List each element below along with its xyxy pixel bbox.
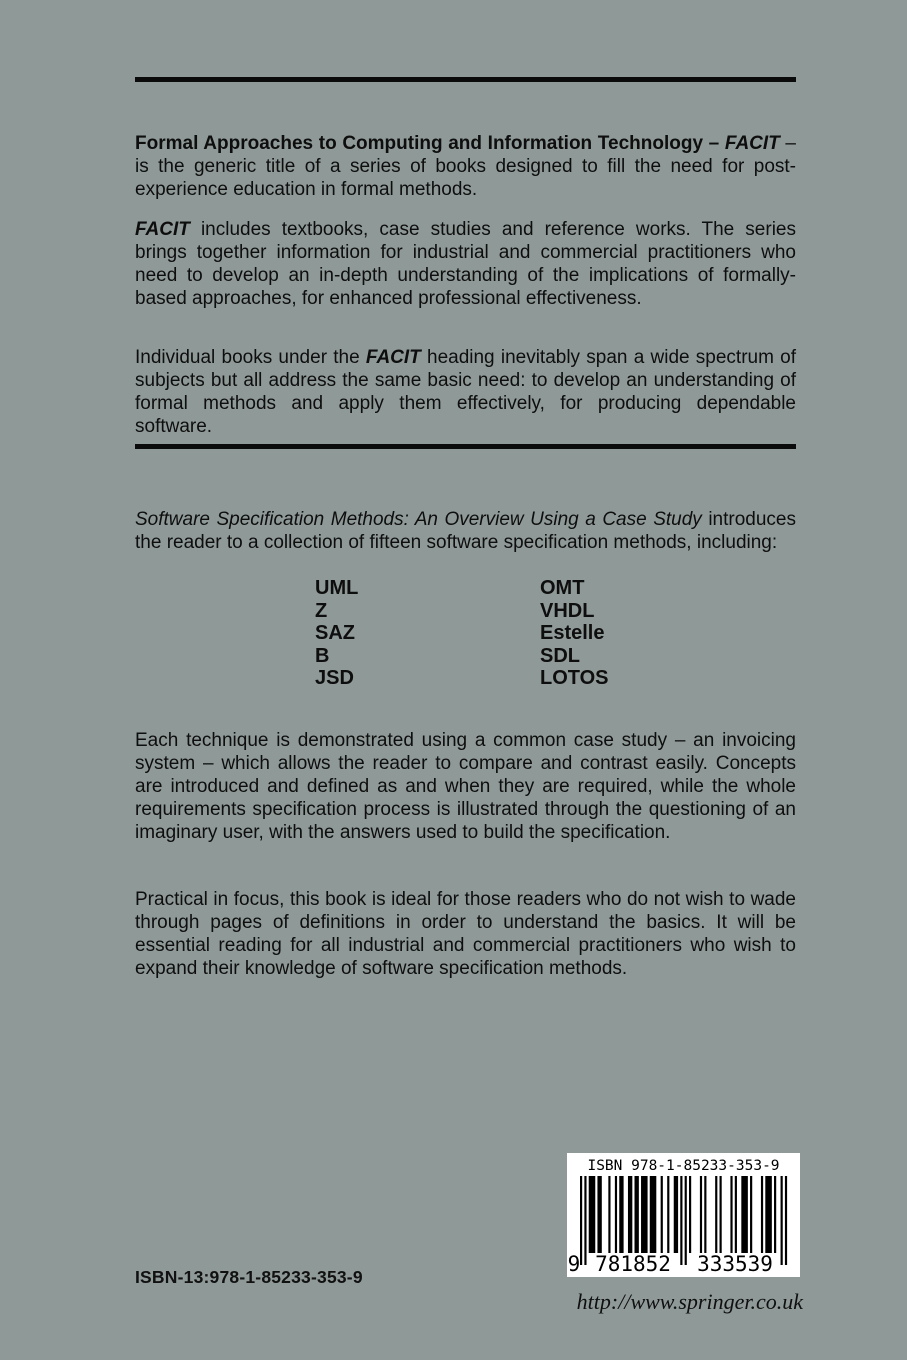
text-segment: FACIT	[724, 133, 780, 154]
text-segment: FACIT	[135, 219, 190, 240]
barcode-bar	[765, 1176, 772, 1253]
barcode-digits-left: 781852	[595, 1252, 671, 1276]
method-item: LOTOS	[540, 667, 609, 690]
book-intro-paragraph	[135, 508, 796, 554]
method-item: JSD	[315, 667, 354, 690]
barcode-bar	[635, 1176, 639, 1253]
barcode-bar	[700, 1176, 702, 1253]
text-segment: includes textbooks, case studies and reference works. The series brings together information for industrial and commercial practitioners who need to develop an in-depth understanding of the implications of formally-based approaches, for enhanced professional effectiveness.	[135, 219, 796, 309]
barcode-bar	[741, 1176, 748, 1253]
barcode-isbn-label: ISBN 978-1-85233-353-9	[587, 1158, 780, 1174]
methods-column-right	[540, 577, 609, 690]
method-item: UML	[315, 577, 359, 599]
text-segment: introduces the reader to a collection of fifteen software specification methods, including:	[135, 509, 796, 553]
barcode-bar	[685, 1176, 687, 1265]
barcode-bar	[781, 1176, 783, 1265]
text-segment: Software Specification Methods: An Overview Using a Case Study	[135, 509, 702, 530]
publisher-url: http://www.springer.co.uk	[576, 1289, 803, 1314]
text-segment: FACIT	[365, 347, 421, 368]
text-segment: Formal Approaches to Computing and Information Technology –	[135, 133, 725, 154]
barcode-bar	[761, 1176, 763, 1253]
facit-series-scope-paragraph	[135, 346, 796, 438]
barcode-bar	[628, 1176, 632, 1253]
barcode-bar	[720, 1176, 722, 1253]
barcode-bar	[735, 1176, 737, 1253]
facit-series-title-paragraph	[135, 132, 796, 201]
barcode-bar	[650, 1176, 657, 1253]
text-segment: Individual books under the	[135, 347, 366, 368]
barcode-bar	[774, 1176, 776, 1253]
isbn13-text: ISBN-13:978-1-85233-353-9	[135, 1267, 363, 1287]
method-item: SDL	[540, 644, 580, 667]
method-item: Estelle	[540, 622, 605, 645]
barcode-digits-right: 333539	[697, 1252, 773, 1276]
barcode-bar	[597, 1176, 601, 1253]
barcode-bar	[689, 1176, 691, 1253]
facit-series-description-paragraph	[135, 218, 796, 310]
barcode-bar	[661, 1176, 663, 1253]
barcode-digit-first: 9	[567, 1252, 581, 1276]
barcode-bar	[584, 1176, 586, 1265]
method-item: SAZ	[315, 622, 355, 645]
barcode-bar	[674, 1176, 678, 1253]
specification-methods-list	[135, 577, 796, 692]
barcode-bar	[730, 1176, 732, 1253]
barcode-bar	[680, 1176, 682, 1265]
method-item: Z	[315, 599, 328, 622]
method-item: B	[315, 644, 330, 667]
barcode-bar	[785, 1176, 787, 1265]
barcode-bar	[704, 1176, 706, 1253]
divider-rule-top	[135, 77, 796, 82]
text-segment: – is the generic title of a series of books designed to fill the need for post-experience education in formal methods.	[135, 133, 796, 200]
barcode-bar	[608, 1176, 610, 1253]
barcode-bar	[667, 1176, 669, 1253]
method-item: OMT	[540, 577, 585, 599]
barcode-bar	[715, 1176, 717, 1253]
barcode-bar	[615, 1176, 617, 1253]
methods-column-left	[315, 577, 358, 690]
text-segment: heading inevitably span a wide spectrum of subjects but all address the same basic need: to develop an understanding of formal methods and apply them effectively, for producing dependable software.	[135, 347, 797, 437]
method-item: VHDL	[540, 599, 595, 622]
isbn-barcode	[567, 1153, 800, 1277]
divider-rule-middle	[135, 444, 796, 449]
barcode-bar	[750, 1176, 752, 1253]
practical-focus-paragraph: Practical in focus, this book is ideal for those readers who do not wish to wade through pages of definitions in order to understand the basics. It will be essential reading for all industrial and commercial practitioners who wish to expand their knowledge of software specification methods.	[135, 889, 796, 979]
barcode-bar	[641, 1176, 648, 1253]
barcode-bar	[619, 1176, 623, 1253]
barcode-bar	[589, 1176, 596, 1253]
case-study-paragraph: Each technique is demonstrated using a common case study – an invoicing system – which allows the reader to compare and contrast easily. Concepts are introduced and defined as and when they are required, while the whole requirements specification process is illustrated through the questioning of an imaginary user, with the answers used to build the specification.	[135, 730, 796, 843]
